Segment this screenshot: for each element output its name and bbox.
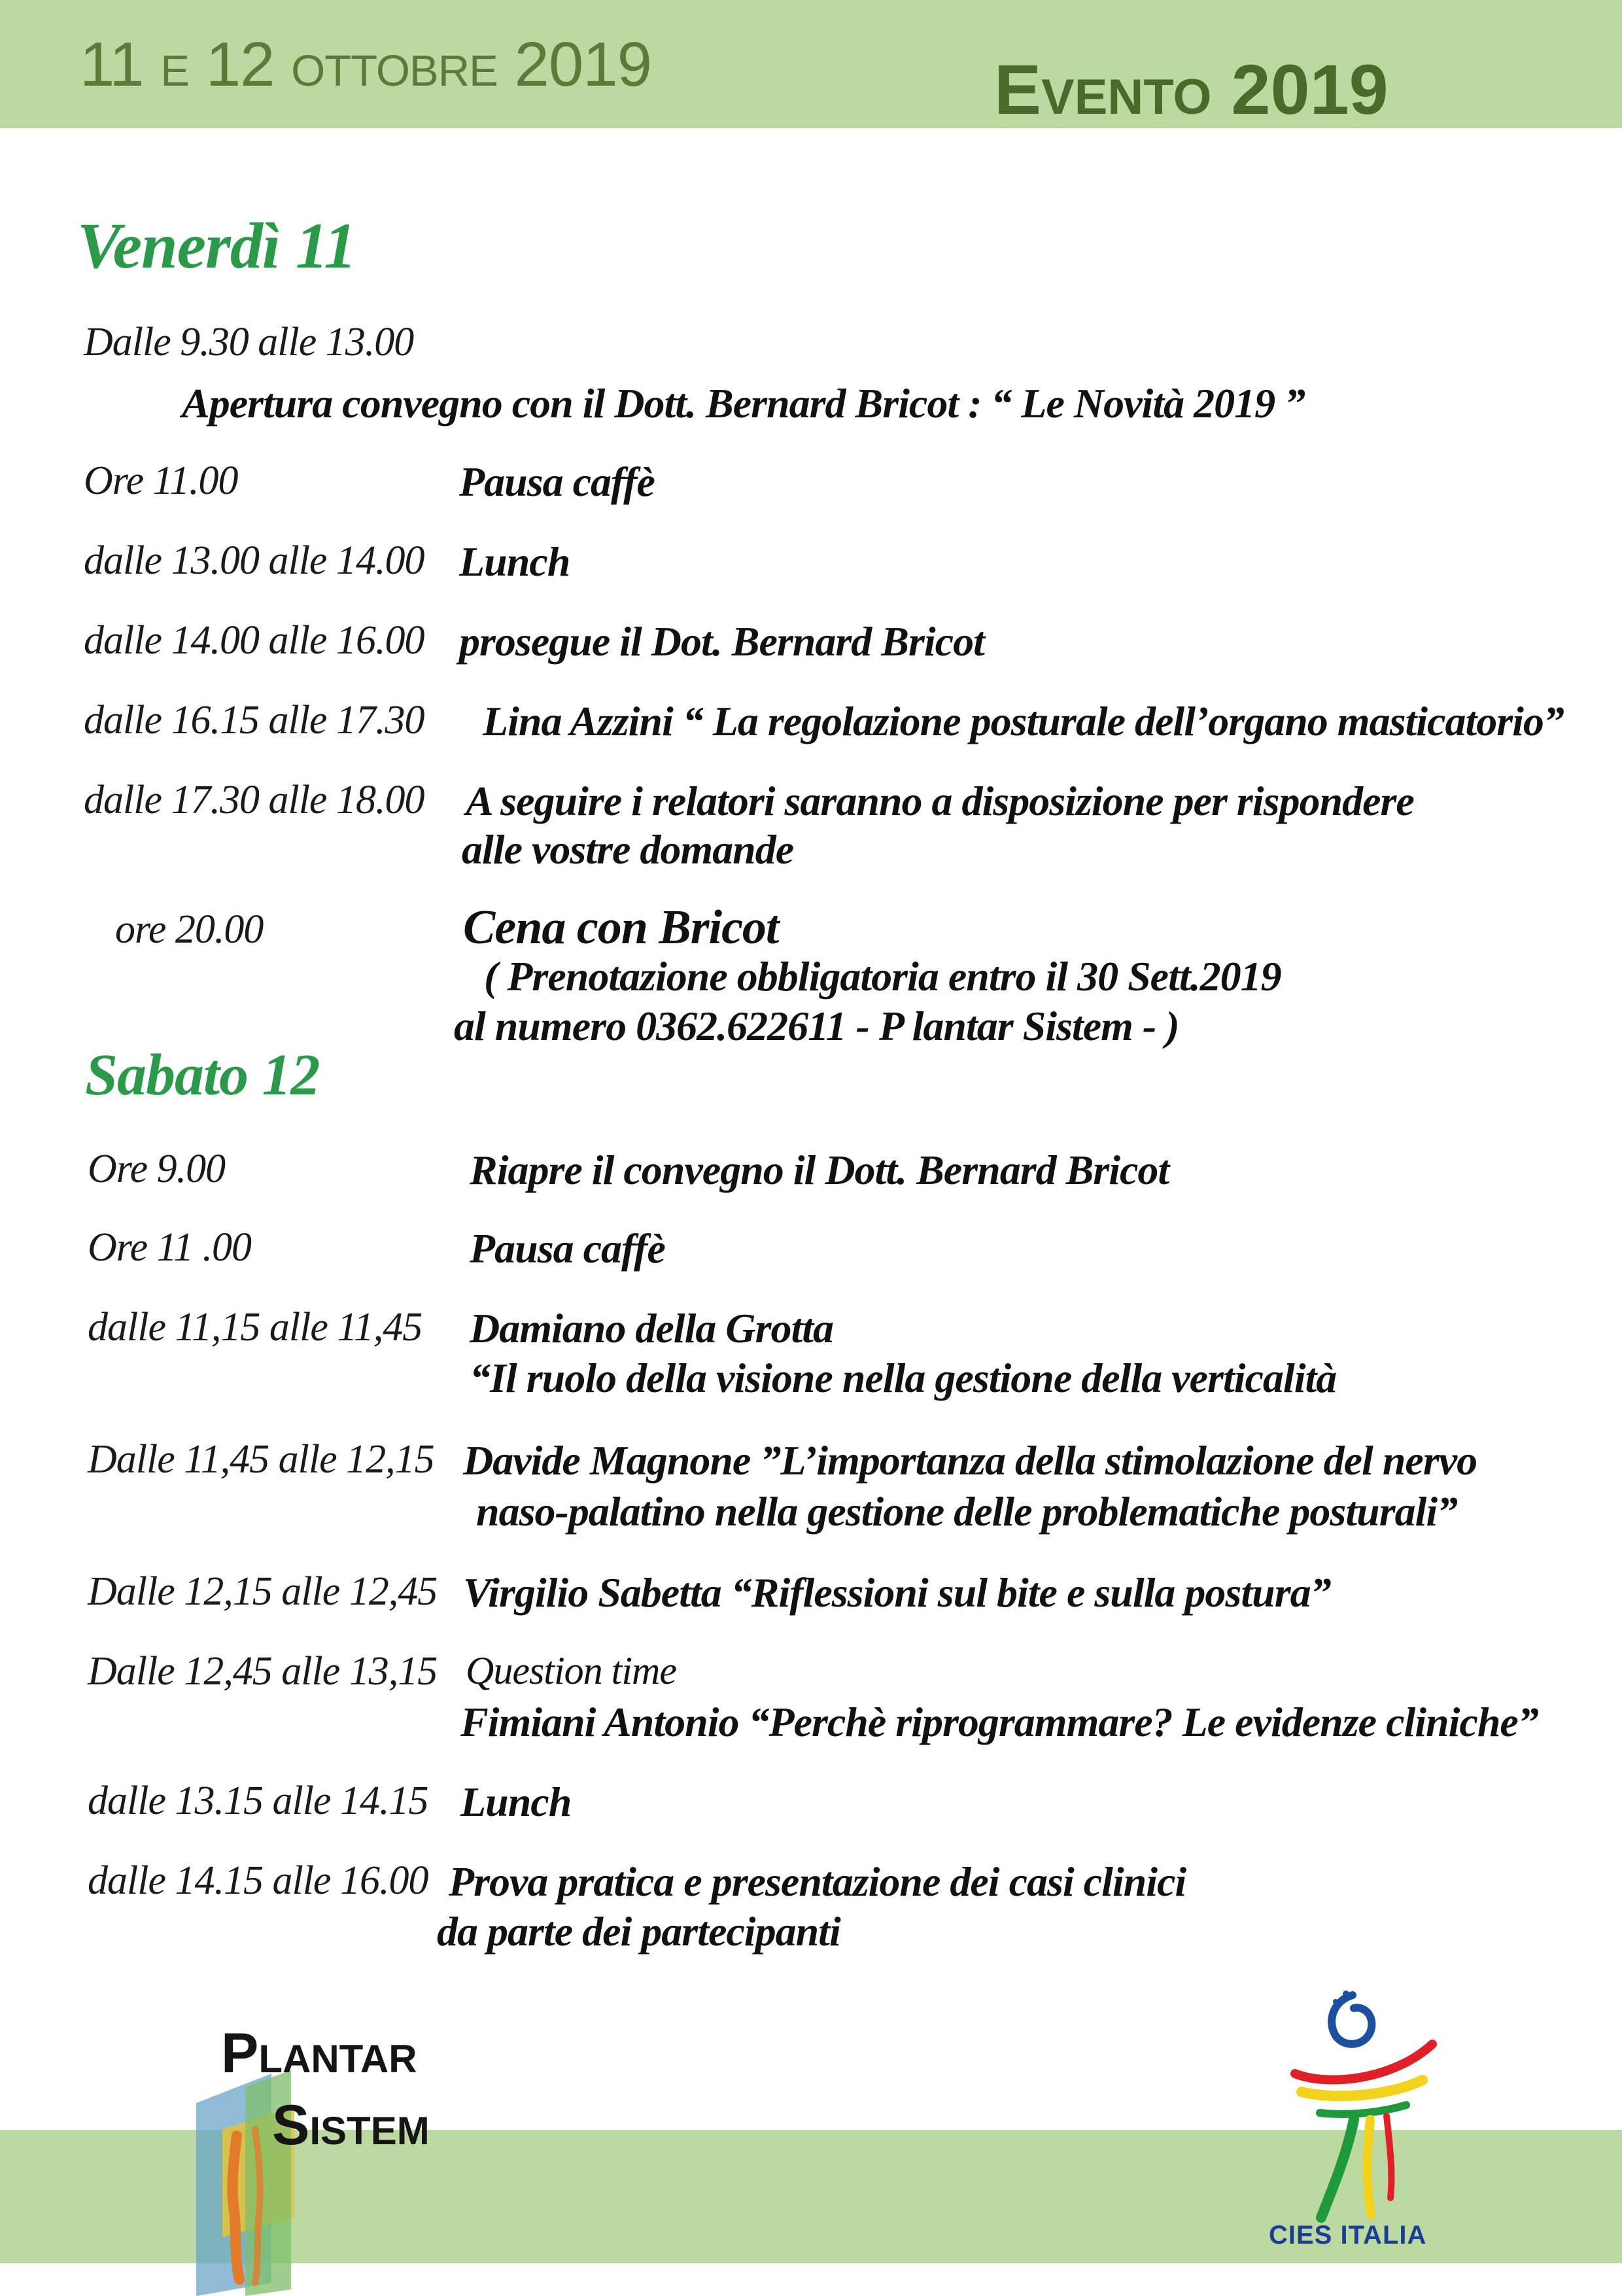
day2-item5-desc: Virgilio Sabetta “Riflessioni sul bite e sulla postura”	[463, 1569, 1331, 1616]
day1-item5-desc: Lina Azzini “ La regolazione posturale dell’organo masticatorio”	[483, 698, 1564, 744]
day1-item3-desc: Lunch	[459, 538, 570, 585]
day2-title: Sabato 12	[85, 1043, 320, 1107]
day2-item6-desc: Question time	[466, 1649, 676, 1692]
day1-item7-desc: Cena con Bricot	[463, 901, 779, 954]
plantar-word: Plantar	[221, 2022, 417, 2085]
day2-item6-time: Dalle 12,45 alle 13,15	[88, 1649, 438, 1694]
event-title: Evento 2019	[994, 50, 1389, 129]
day1-item7-time: ore 20.00	[115, 907, 264, 952]
day2-item7-desc: Lunch	[460, 1779, 572, 1825]
day1-item1-time: Dalle 9.30 alle 13.00	[84, 320, 414, 364]
day2-item3-desc2: “Il ruolo della visione nella gestione della verticalità	[470, 1355, 1337, 1401]
day1-item7-desc3: al numero 0362.622611 - P lantar Sistem - )	[454, 1003, 1179, 1049]
day1-item1-desc: Apertura convegno con il Dott. Bernard Bricot : “ Le Novità 2019 ”	[182, 380, 1305, 426]
day2-item3-desc: Damiano della Grotta	[470, 1305, 834, 1351]
day2-item3-time: dalle 11,15 alle 11,45	[88, 1305, 423, 1349]
day2-item5-time: Dalle 12,15 alle 12,45	[88, 1569, 438, 1614]
day1-title: Venerdì 11	[77, 209, 356, 282]
cies-italia-logo	[1256, 1982, 1465, 2257]
sistem-word: Sistem	[272, 2094, 430, 2157]
day2-item4-desc: Davide Magnone ”L’importanza della stimolazione del nervo	[463, 1437, 1477, 1484]
day2-item2-time: Ore 11 .00	[88, 1225, 252, 1270]
day1-item6-time: dalle 17.30 alle 18.00	[84, 778, 424, 822]
day2-item8-time: dalle 14.15 alle 16.00	[88, 1858, 428, 1903]
day2-item1-desc: Riapre il convegno il Dott. Bernard Bricot	[470, 1147, 1169, 1193]
day1-item2-desc: Pausa caffè	[459, 459, 655, 505]
day1-item4-time: dalle 14.00 alle 16.00	[84, 618, 424, 663]
day2-item1-time: Ore 9.00	[88, 1147, 226, 1191]
day1-item3-time: dalle 13.00 alle 14.00	[84, 538, 424, 583]
day1-item6-desc: A seguire i relatori saranno a disposizione per rispondere	[466, 778, 1414, 824]
day2-item4-time: Dalle 11,45 alle 12,15	[88, 1437, 434, 1482]
day2-item7-time: dalle 13.15 alle 14.15	[88, 1779, 428, 1823]
day1-item4-desc: prosegue il Dot. Bernard Bricot	[459, 618, 984, 665]
day2-item4-desc2: naso-palatino nella gestione delle problematiche posturali”	[476, 1488, 1458, 1535]
day1-item2-time: Ore 11.00	[84, 459, 238, 503]
day2-item8-desc2: da parte dei partecipanti	[437, 1908, 840, 1955]
day1-item7-desc2: ( Prenotazione obbligatoria entro il 30 Sett.2019	[484, 953, 1281, 1000]
cies-italia-text: CIES ITALIA	[1269, 2221, 1427, 2250]
day2-item2-desc: Pausa caffè	[470, 1225, 665, 1272]
day2-item6-desc2: Fimiani Antonio “Perchè riprogrammare? Le evidenze cliniche”	[460, 1699, 1538, 1745]
day1-item5-time: dalle 16.15 alle 17.30	[84, 698, 424, 742]
event-dates: 11 e 12 ottobre 2019	[80, 29, 652, 99]
day1-item6-desc2: alle vostre domande	[462, 826, 794, 873]
day2-item8-desc: Prova pratica e presentazione dei casi clinici	[449, 1858, 1186, 1905]
